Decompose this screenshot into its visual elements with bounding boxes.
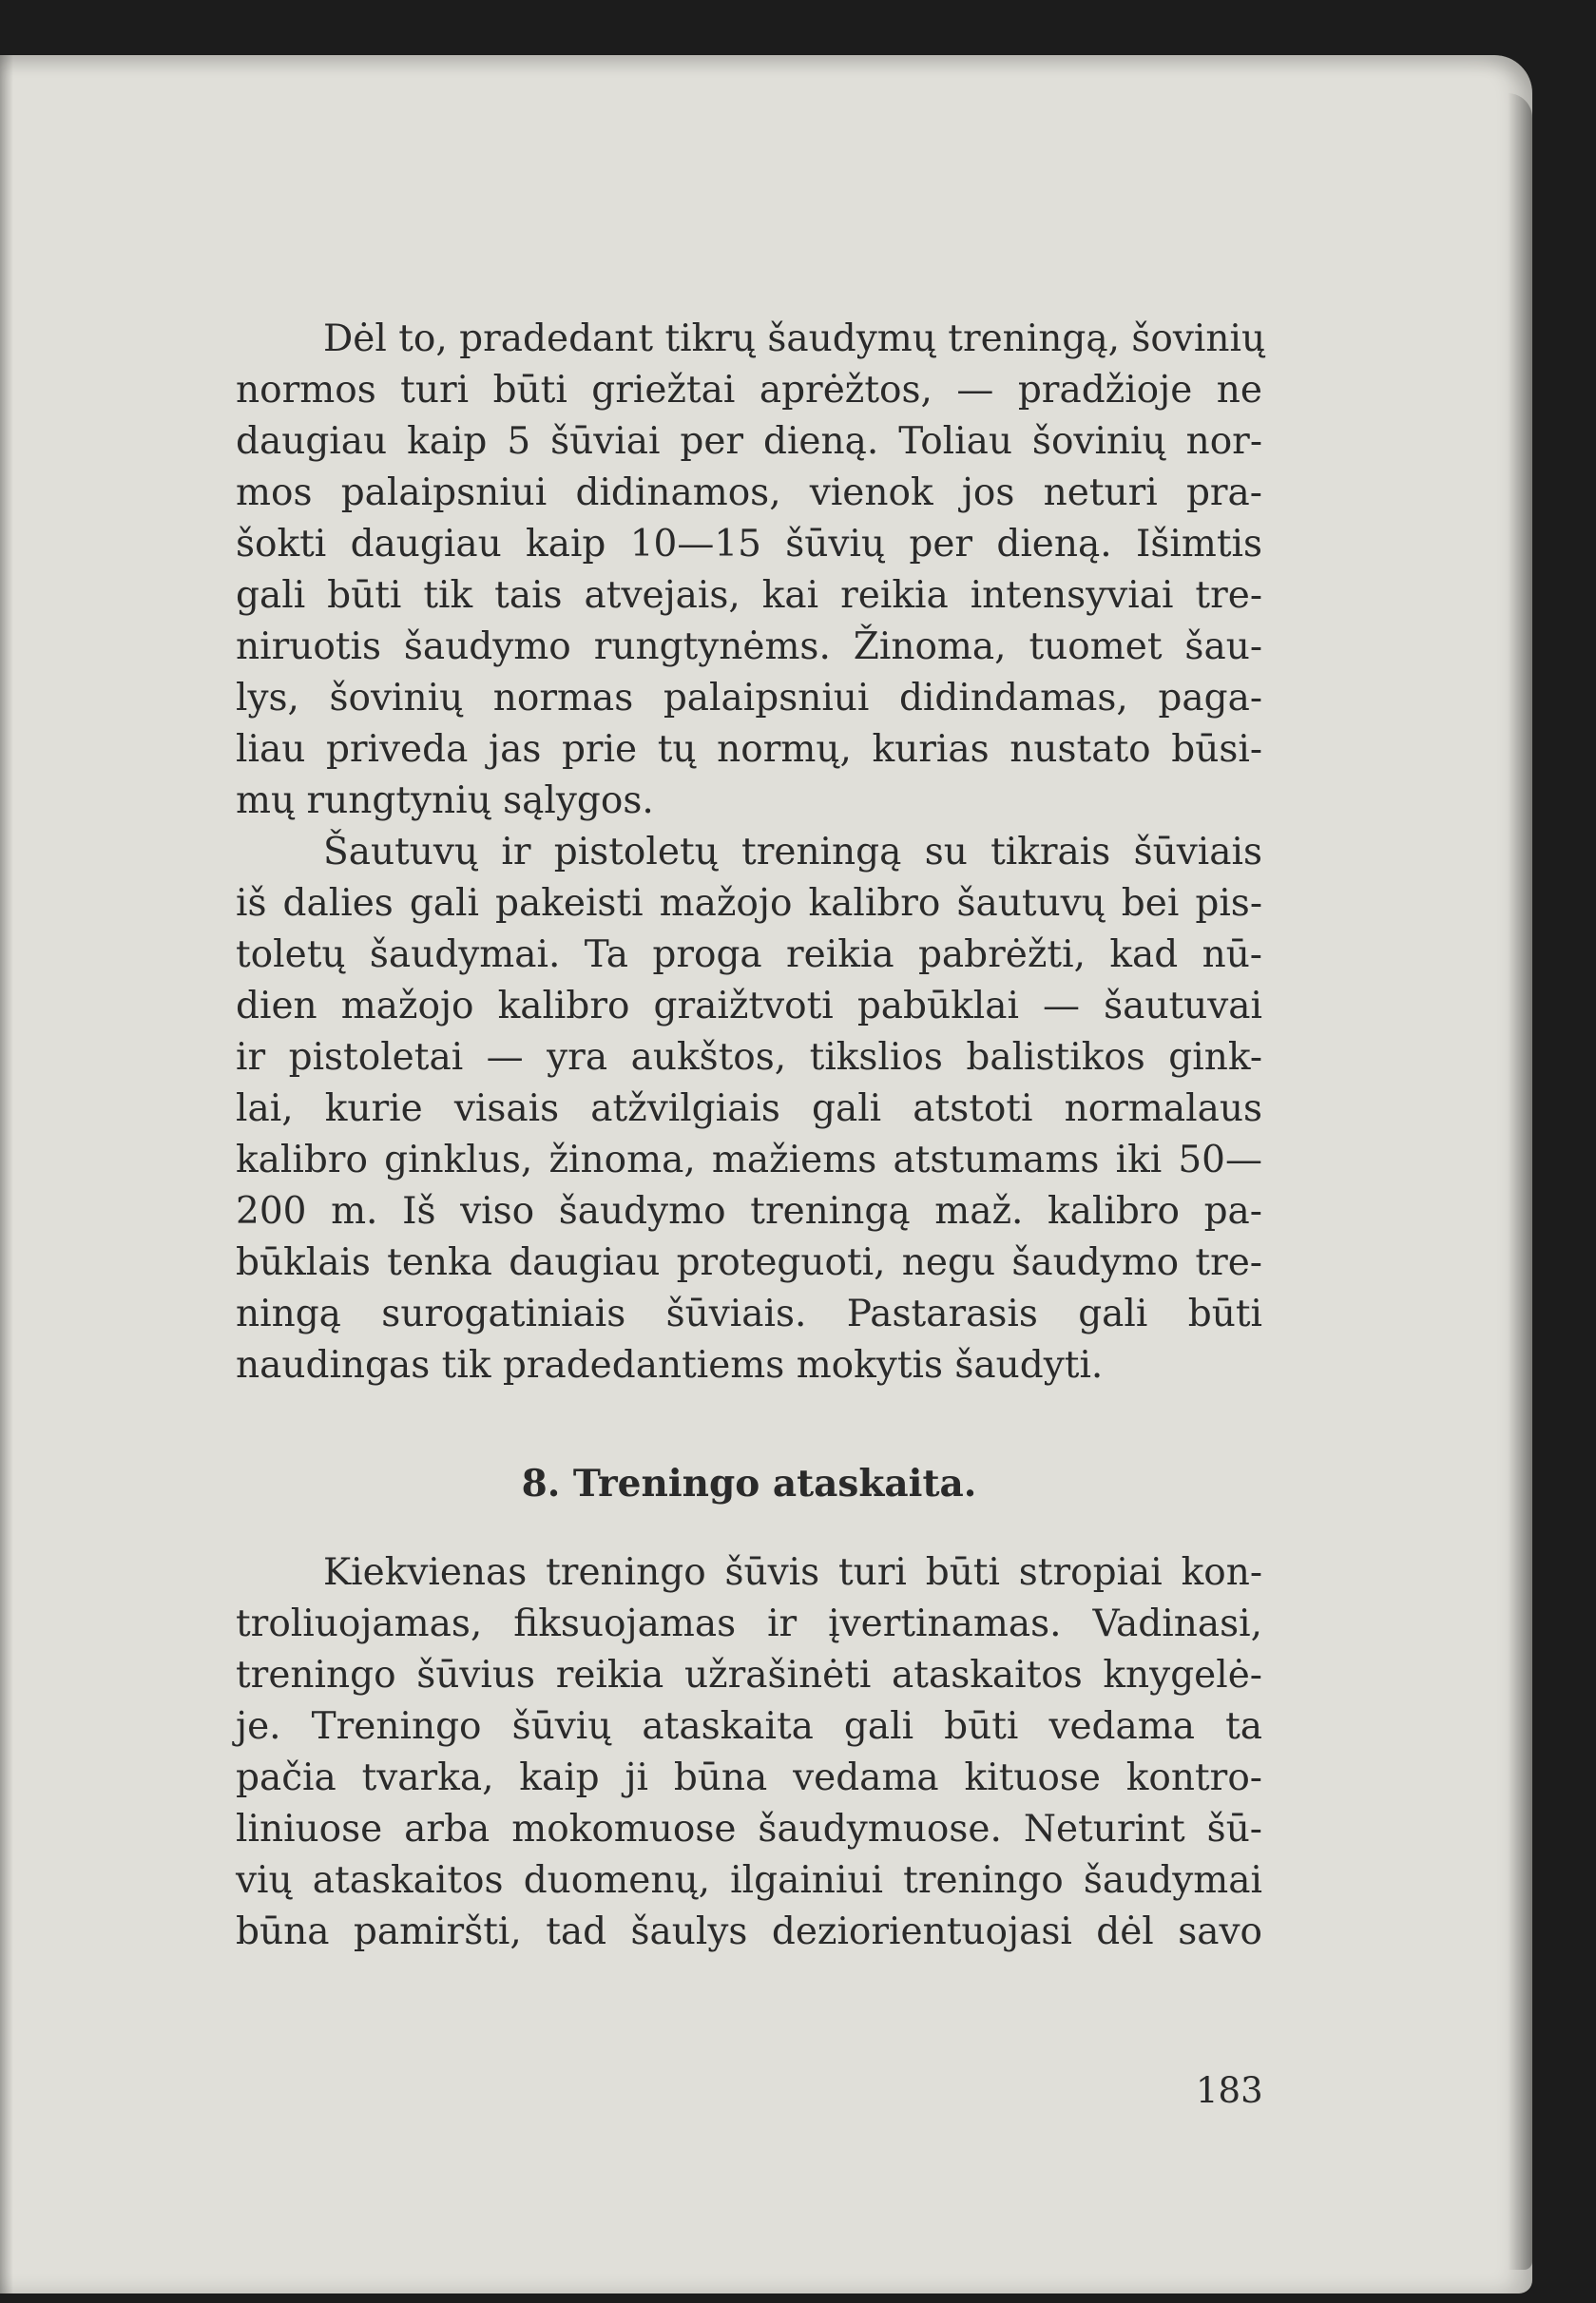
text-line: mų rungtynių sąlygos. [236, 779, 654, 822]
text-line: lai, kurie visais atžvilgiais gali atstoti normalaus [236, 1087, 1262, 1130]
text-line: normos turi būti griežtai aprėžtos, — pradžioje ne [236, 369, 1262, 412]
text-line: gali būti tik tais atvejais, kai reikia intensyviai tre- [236, 574, 1262, 617]
text-line: naudingas tik pradedantiems mokytis šaudyti. [236, 1344, 1104, 1387]
text-line: niruotis šaudymo rungtynėms. Žinoma, tuomet šau- [236, 625, 1262, 668]
text-line: kalibro ginklus, žinoma, mažiems atstumams iki 50— [236, 1139, 1262, 1181]
text-block-1 [236, 314, 1266, 1391]
text-line: liniuose arba mokomuose šaudymuose. Neturint šū- [236, 1808, 1262, 1851]
page-number: 183 [1196, 2070, 1263, 2111]
text-line: ir pistoletai — yra aukštos, tikslios balistikos gink- [236, 1036, 1262, 1079]
text-line: liau priveda jas prie tų normų, kurias nustato būsi- [236, 728, 1262, 771]
text-line: Kiekvienas treningo šūvis turi būti stropiai kon- [323, 1551, 1262, 1594]
text-line: toletų šaudymai. Ta proga reikia pabrėžti, kad nū- [236, 933, 1262, 976]
text-line: daugiau kaip 5 šūviai per dieną. Toliau šovinių nor- [236, 420, 1262, 463]
text-line: Šautuvų ir pistoletų treningą su tikrais šūviais [323, 831, 1262, 873]
text-line: treningo šūvius reikia užrašinėti ataskaitos knygelė- [236, 1654, 1262, 1697]
text-line: būna pamiršti, tad šaulys deziorientuojasi dėl savo [236, 1910, 1262, 1953]
text-line: šokti daugiau kaip 10—15 šūvių per dieną. Išimtis [236, 523, 1262, 566]
text-line: troliuojamas, fiksuojamas ir įvertinamas. Vadinasi, [236, 1603, 1262, 1645]
text-line: ningą surogatiniais šūviais. Pastarasis gali būti [236, 1293, 1262, 1335]
text-line: vių ataskaitos duomenų, ilgainiui treningo šaudymai [236, 1859, 1262, 1902]
text-line: mos palaipsniui didinamos, vienok jos neturi pra- [236, 471, 1262, 514]
binding-shadow [0, 55, 13, 2293]
text-line: 200 m. Iš viso šaudymo treningą maž. kalibro pa- [236, 1190, 1262, 1233]
text-line: iš dalies gali pakeisti mažojo kalibro šautuvų bei pis- [236, 882, 1262, 925]
text-line: dien mažojo kalibro graižtvoti pabūklai — šautuvai [236, 985, 1262, 1027]
text-line: lys, šovinių normas palaipsniui didindamas, paga- [236, 677, 1262, 720]
text-block-2 [236, 1547, 1262, 1958]
text-line: Dėl to, pradedant tikrų šaudymų treningą, šovinių [323, 317, 1266, 360]
text-line: būklais tenka daugiau proteguoti, negu šaudymo tre- [236, 1241, 1262, 1284]
text-line: je. Treningo šūvių ataskaita gali būti vedama ta [236, 1705, 1262, 1748]
page-edge-shadow [1508, 93, 1532, 2270]
text-line: pačia tvarka, kaip ji būna vedama kituose kontro- [236, 1756, 1262, 1799]
section-heading: 8. Treningo ataskaita. [521, 1462, 977, 1506]
